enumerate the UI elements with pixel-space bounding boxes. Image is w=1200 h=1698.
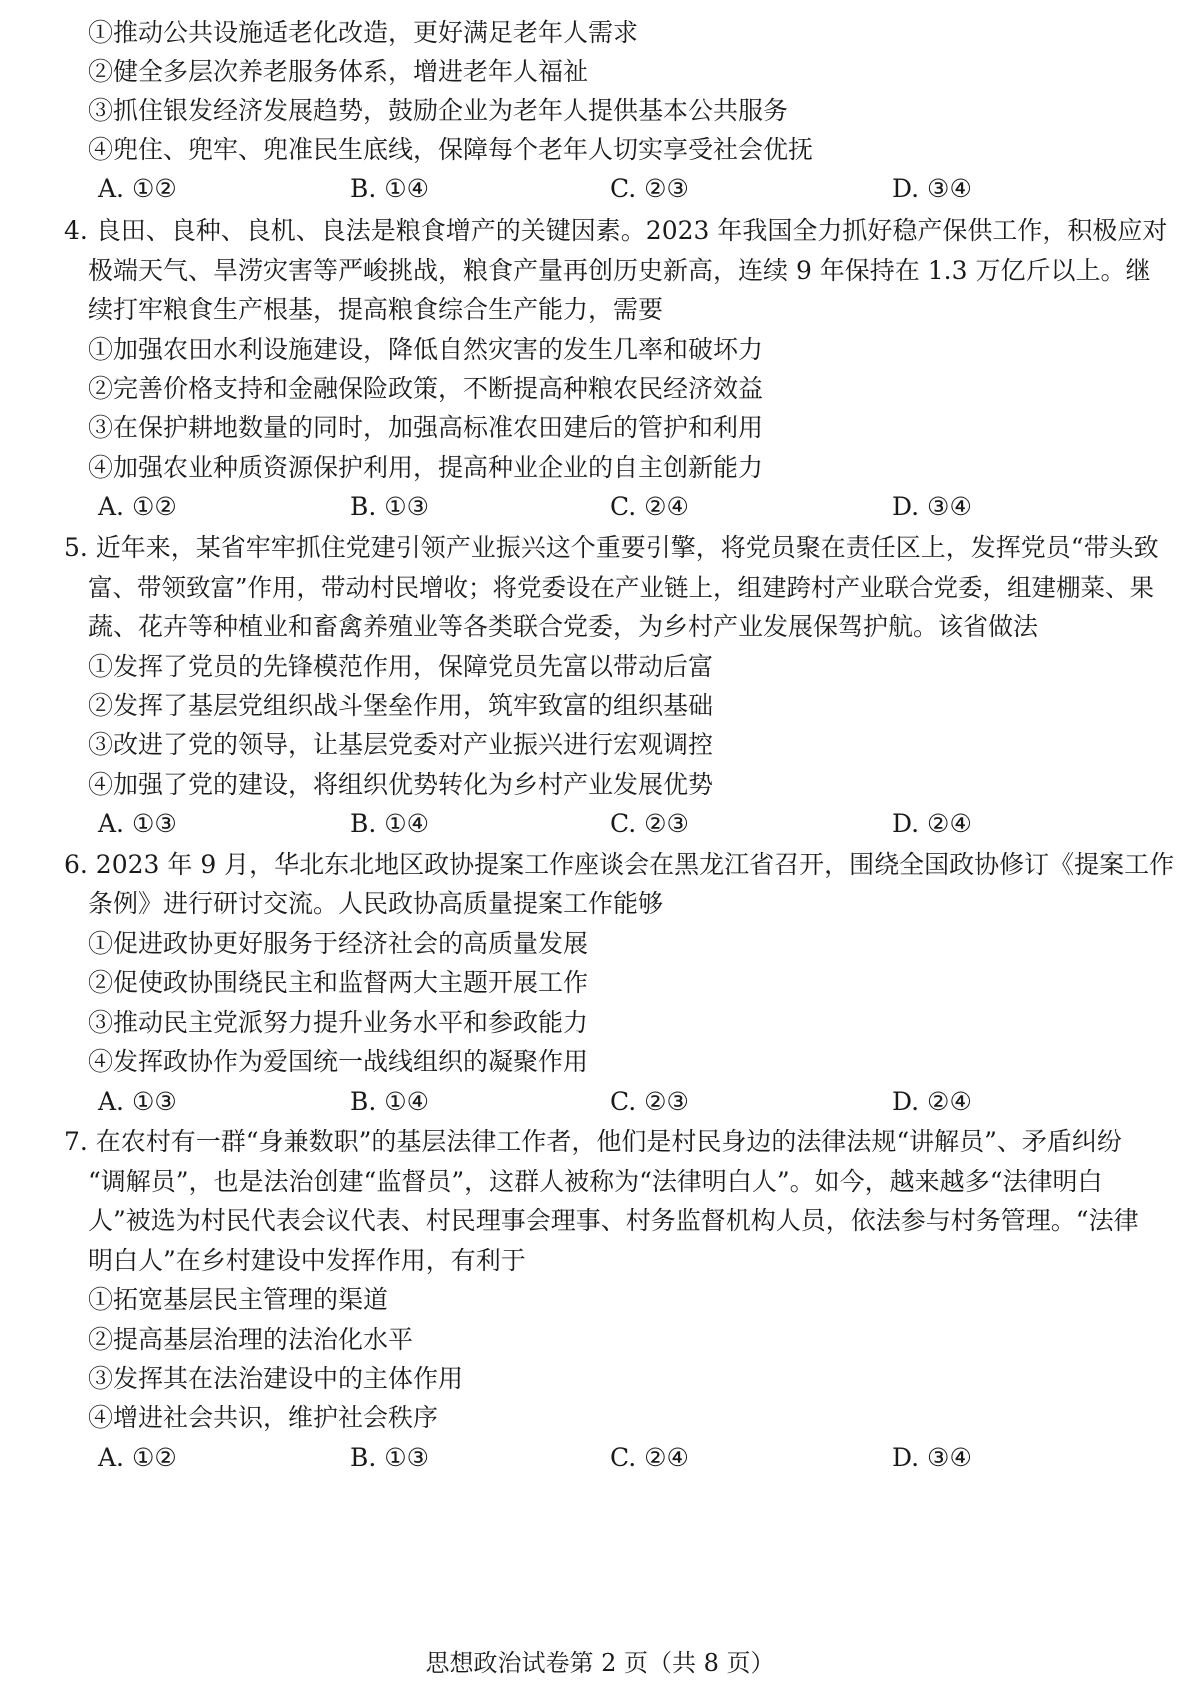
q5-choices [0,804,1200,844]
q7-option-3: ③发挥其在法治建设中的主体作用 [88,1364,464,1393]
q7-option-2: ②提高基层治理的法治化水平 [88,1325,414,1354]
q6-choice-d: D. ②④ [892,1087,972,1116]
q7-option-1: ①拓宽基层民主管理的渠道 [88,1285,389,1314]
q4-option-3: ③在保护耕地数量的同时，加强高标准农田建后的管护和利用 [88,413,764,442]
q6-choices [0,1082,1200,1122]
q7-option-4: ④增进社会共识，维护社会秩序 [88,1403,439,1432]
q4-choice-b: B. ①③ [350,492,430,521]
q5-stem-line-2: 富、带领致富”作用，带动村民增收；将党委设在产业链上，组建跨村产业联合党委，组建棚菜、果 [88,573,1155,602]
q4-choice-a: A. ①② [98,492,177,521]
q4-choice-d: D. ③④ [892,492,972,521]
q5-option-3: ③改进了党的领导，让基层党委对产业振兴进行宏观调控 [88,730,714,759]
q4-option-2: ②完善价格支持和金融保险政策，不断提高种粮农民经济效益 [88,374,764,403]
q7-choice-a: A. ①② [98,1443,177,1472]
q5-choice-d: D. ②④ [892,809,972,838]
q5-choice-b: B. ①④ [350,809,430,838]
q5-choice-a: A. ①③ [98,809,177,838]
q3-choice-c: C. ②③ [610,174,689,203]
q3-choice-a: A. ①② [98,174,177,203]
q3-choices [0,169,1200,209]
q4-stem-line-1: 4. 良田、良种、良机、良法是粮食增产的关键因素。2023 年我国全力抓好稳产保供工作，积极应对 [64,216,1168,245]
q4-option-1: ①加强农田水利设施建设，降低自然灾害的发生几率和破坏力 [88,335,764,364]
q6-choice-a: A. ①③ [98,1087,177,1116]
q6-option-2: ②促使政协围绕民主和监督两大主题开展工作 [88,968,589,997]
q7-stem-line-1: 7. 在农村有一群“身兼数职”的基层法律工作者，他们是村民身边的法律法规“讲解员”、矛盾纠纷 [64,1127,1122,1156]
page-footer: 思想政治试卷第 2 页（共 8 页） [425,1649,775,1677]
q6-option-3: ③推动民主党派努力提升业务水平和参政能力 [88,1008,589,1037]
q5-stem-line-1: 5. 近年来，某省牢牢抓住党建引领产业振兴这个重要引擎，将党员聚在责任区上，发挥党员“带头致 [64,533,1159,562]
q4-choice-c: C. ②④ [610,492,689,521]
q5-option-1: ①发挥了党员的先锋模范作用，保障党员先富以带动后富 [88,652,714,681]
q4-stem-line-3: 续打牢粮食生产根基，提高粮食综合生产能力，需要 [88,295,664,324]
q7-choice-c: C. ②④ [610,1443,689,1472]
q3-option-4: ④兜住、兜牢、兜准民生底线，保障每个老年人切实享受社会优抚 [88,135,814,164]
q7-choices [0,1438,1200,1478]
q6-stem-line-2: 条例》进行研讨交流。人民政协高质量提案工作能够 [88,889,664,918]
q6-stem-line-1: 6. 2023 年 9 月，华北东北地区政协提案工作座谈会在黑龙江省召开，围绕全国政协修订《提案工作 [64,850,1175,879]
q6-option-4: ④发挥政协作为爱国统一战线组织的凝聚作用 [88,1047,589,1076]
q6-option-1: ①促进政协更好服务于经济社会的高质量发展 [88,929,589,958]
q4-stem-line-2: 极端天气、旱涝灾害等严峻挑战，粮食产量再创历史新高，连续 9 年保持在 1.3 万亿斤以上。继 [88,256,1151,285]
q7-choice-d: D. ③④ [892,1443,972,1472]
q5-option-4: ④加强了党的建设，将组织优势转化为乡村产业发展优势 [88,770,714,799]
q3-option-1: ①推动公共设施适老化改造，更好满足老年人需求 [88,18,639,47]
q3-option-2: ②健全多层次养老服务体系，增进老年人福祉 [88,57,589,86]
q4-choices [0,487,1200,527]
q5-option-2: ②发挥了基层党组织战斗堡垒作用，筑牢致富的组织基础 [88,691,714,720]
q7-choice-b: B. ①③ [350,1443,430,1472]
q6-choice-b: B. ①④ [350,1087,430,1116]
q5-choice-c: C. ②③ [610,809,689,838]
q4-option-4: ④加强农业种质资源保护利用，提高种业企业的自主创新能力 [88,453,764,482]
q5-stem-line-3: 蔬、花卉等种植业和畜禽养殖业等各类联合党委，为乡村产业发展保驾护航。该省做法 [88,612,1039,641]
q7-stem-line-2: “调解员”，也是法治创建“监督员”，这群人被称为“法律明白人”。如今，越来越多“法律明白 [88,1167,1103,1196]
q3-choice-b: B. ①④ [350,174,430,203]
q3-choice-d: D. ③④ [892,174,972,203]
q7-stem-line-3: 人”被选为村民代表会议代表、村民理事会理事、村务监督机构人员，依法参与村务管理。“法律 [88,1206,1139,1235]
q7-stem-line-4: 明白人”在乡村建设中发挥作用，有利于 [88,1246,526,1275]
q6-choice-c: C. ②③ [610,1087,689,1116]
q3-option-3: ③抓住银发经济发展趋势，鼓励企业为老年人提供基本公共服务 [88,96,789,125]
